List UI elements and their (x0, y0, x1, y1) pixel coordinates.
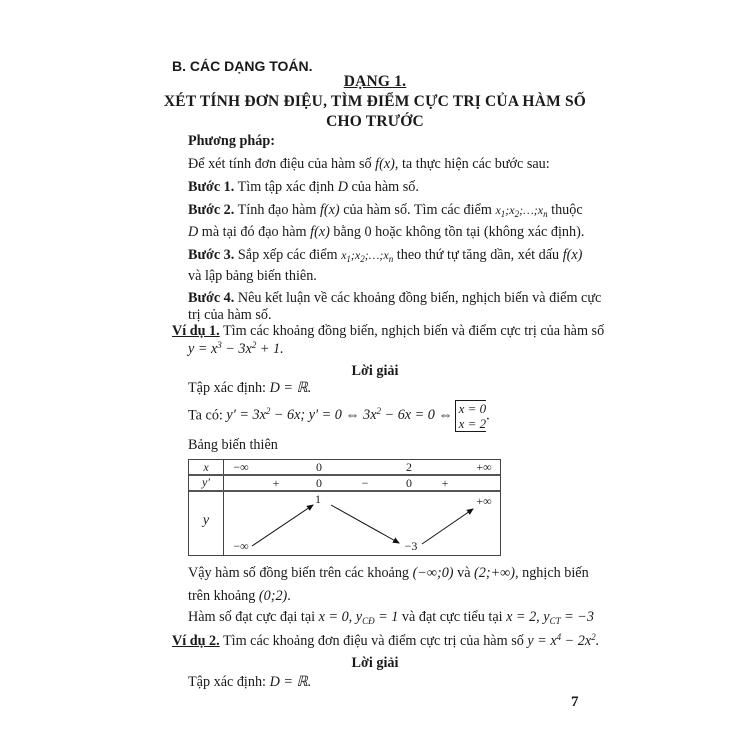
sign: + (441, 476, 449, 490)
step-4-line2: trị của hàm số. (188, 307, 272, 323)
example1-derivative: Ta có: $y' = 3x^2 - 6x$; y′ = 0 ⇔ $3x^2 - 6x = 0$ ⇔ x = 0 x = 2. (188, 401, 490, 431)
text: Tính đạo hàm (234, 202, 320, 218)
sign: + (272, 476, 280, 490)
x-value: −∞ (233, 460, 249, 474)
y-max: 1 (315, 492, 321, 506)
text: Hàm số đạt cực đại tại (188, 609, 319, 625)
subscript: CĐ (362, 616, 375, 626)
text: Tìm các khoảng đơn điệu và điểm cực trị của hàm số (219, 633, 528, 649)
text: thuộc (547, 202, 583, 218)
step-label: Bước 2. (188, 202, 235, 218)
math-fx: f(x) (562, 247, 583, 263)
math-derivative: $y' = 3x^2 - 6x$; y′ = 0 ⇔ $3x^2 - 6x = 0$ ⇔ (226, 406, 453, 424)
roots-bracket (455, 400, 487, 432)
table-label: Bảng biến thiên (188, 437, 278, 453)
conclusion-line2 (188, 588, 291, 605)
example-label: Ví dụ 2. (172, 633, 220, 649)
math-yct (543, 609, 594, 625)
text: = −3 (560, 609, 594, 625)
math-D: D (188, 224, 199, 240)
text: Tìm các khoảng đồng biến, nghịch biến và điểm cực trị của hàm số (219, 323, 605, 339)
math-fx: f(x) (319, 202, 340, 218)
math-domain: D = ℝ. (269, 674, 312, 690)
subscript: CT (549, 616, 561, 626)
step-2 (188, 202, 583, 219)
text: Nêu kết luận về các khoảng đồng biến, nghịch biến và điểm cực (234, 290, 602, 306)
math: x = 2 (506, 609, 537, 625)
text: y (355, 609, 363, 625)
text: , nghịch biến (515, 565, 589, 581)
page-number: 7 (571, 694, 579, 710)
row-label-x: x (203, 460, 209, 474)
root: x = 0 (458, 401, 487, 416)
math-points: $x_1;x_2;\dots;x_n$ (341, 248, 394, 264)
step-label: Bước 3. (188, 247, 235, 263)
root: x = 2 (458, 416, 487, 431)
math-interval: (−∞;0) (412, 565, 454, 581)
text: và (453, 565, 475, 581)
example1-domain (188, 380, 311, 397)
math-D: D (337, 179, 348, 195)
math-fx: f(x) (375, 156, 395, 172)
text: y (543, 609, 550, 625)
variation-arrows (189, 460, 502, 557)
text: bằng 0 hoặc không tồn tại (không xác định). (329, 224, 585, 240)
example2-prompt (172, 632, 599, 650)
dang-title-line2: CHO TRƯỚC (326, 113, 424, 130)
sign: − (361, 476, 369, 490)
example2-solution-heading: Lời giải (351, 655, 399, 671)
text: của hàm số. Tìm các điểm (339, 202, 496, 218)
variation-table (188, 459, 501, 556)
sign: 0 (316, 476, 322, 490)
example2-domain (188, 674, 311, 691)
method-intro (188, 156, 550, 173)
text: = 1 (374, 609, 399, 625)
step-4 (188, 290, 601, 307)
dang-label: DẠNG 1. (343, 73, 407, 90)
example1-prompt (172, 323, 604, 340)
row-label-y: y (202, 513, 210, 528)
step-3 (188, 247, 582, 264)
step-label: Bước 4. (188, 290, 235, 306)
y-end: +∞ (476, 494, 492, 508)
step-3-line2: và lập bảng biến thiên. (188, 268, 317, 284)
method-heading: Phương pháp: (188, 133, 275, 149)
text: Sắp xếp các điểm (234, 247, 342, 263)
x-value: 0 (316, 460, 322, 474)
x-value: +∞ (476, 460, 492, 474)
text: , ta thực hiện các bước sau: (394, 156, 550, 172)
text: mà tại đó đạo hàm (198, 224, 311, 240)
text: và đạt cực tiểu tại (398, 609, 507, 625)
step-2-line2 (188, 224, 584, 241)
math-domain: D = ℝ. (269, 380, 312, 396)
text: trên khoảng (188, 588, 259, 604)
step-label: Bước 1. (188, 179, 235, 195)
y-start: −∞ (233, 539, 249, 553)
section-heading: B. CÁC DẠNG TOÁN. (172, 58, 313, 74)
math-ycd (356, 609, 399, 625)
row-label-yprime: y′ (202, 475, 210, 489)
extrema-line: Hàm số đạt cực đại tại x = 0, $y_{CĐ} = 1$ và đạt cực tiểu tại x = 2, $y_{CT} = -3$ (188, 609, 594, 626)
text: Tìm tập xác định (234, 179, 338, 195)
text: Tập xác định: (188, 380, 270, 396)
text: Tập xác định: (188, 674, 270, 690)
text: Ta có: (188, 407, 227, 424)
text: . (287, 588, 291, 604)
example1-solution-heading: Lời giải (351, 363, 399, 379)
conclusion-line1 (188, 565, 589, 582)
math-interval: (2;+∞) (474, 565, 516, 581)
text: theo thứ tự tăng dần, xét dấu (393, 247, 563, 263)
math-function: $y = x^4 - 2x^2$. (527, 632, 600, 649)
text: Vậy hàm số đồng biến trên các khoảng (188, 565, 413, 581)
step-1 (188, 179, 419, 196)
text: của hàm số. (347, 179, 419, 195)
math-interval: (0;2) (258, 588, 288, 604)
math-fx: f(x) (310, 224, 330, 240)
dang-title-line1: XÉT TÍNH ĐƠN ĐIỆU, TÌM ĐIỂM CỰC TRỊ CỦA HÀM SỐ (163, 93, 587, 110)
math: x = 0 (318, 609, 349, 625)
sign: 0 (406, 476, 412, 490)
text: Để xét tính đơn điệu của hàm số (188, 156, 376, 172)
example1-function: $y = x^3 - 3x^2 + 1$. (188, 340, 284, 357)
example-label: Ví dụ 1. (172, 323, 220, 339)
x-value: 2 (406, 460, 412, 474)
math-points: $x_1;x_2;\dots;x_n$ (495, 203, 548, 219)
y-min: −3 (404, 539, 418, 553)
